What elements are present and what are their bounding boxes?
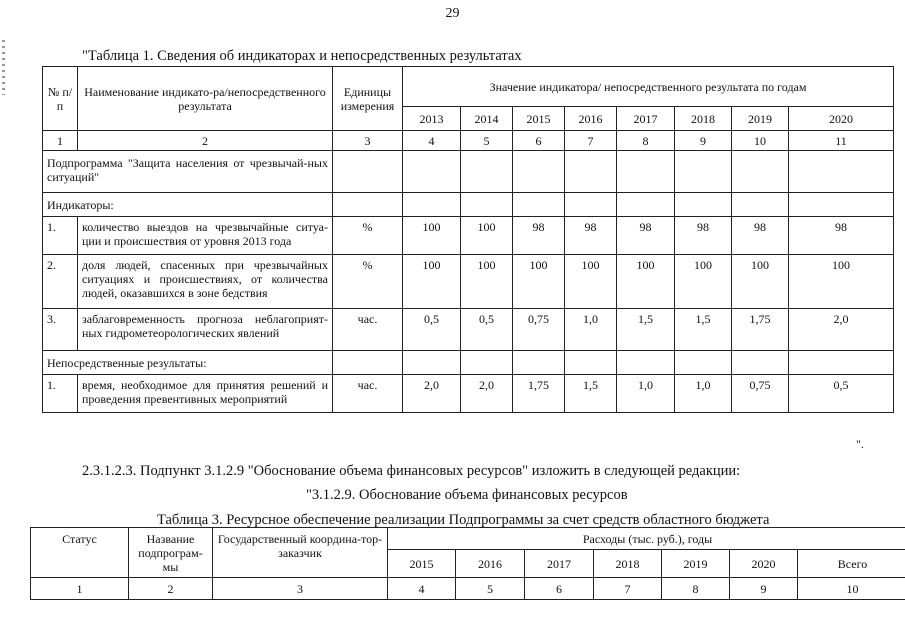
indicator-value: 98 (565, 217, 617, 255)
result-value: 1,0 (617, 375, 675, 413)
indicator-value: 1,5 (617, 309, 675, 351)
indicator-value: 1,5 (675, 309, 732, 351)
header-num: № п/п (43, 67, 78, 131)
indicator-value: 98 (617, 217, 675, 255)
col-number: 10 (732, 131, 789, 151)
header-subprogram-name: Название подпрограм-мы (129, 528, 213, 578)
row-num: 2. (43, 255, 78, 309)
indicator-value: 100 (732, 255, 789, 309)
indicator-value: 0,75 (513, 309, 565, 351)
indicator-value: 100 (403, 217, 461, 255)
col-number: 6 (525, 578, 594, 600)
col-number: 5 (461, 131, 513, 151)
col-number: 6 (513, 131, 565, 151)
indicator-name: количество выездов на чрезвычайные ситуа-ции и происшествия от уровня 2013 года (78, 217, 333, 255)
col-number: 10 (798, 578, 905, 600)
header-status: Статус (31, 528, 129, 578)
row-num: 1. (43, 375, 78, 413)
indicator-value: 100 (403, 255, 461, 309)
header-executor: Государственный координа-тор-заказчик (213, 528, 388, 578)
result-value: 0,75 (732, 375, 789, 413)
col-number: 8 (662, 578, 730, 600)
header-unit: Единицы измерения (333, 67, 403, 131)
indicator-value: 0,5 (403, 309, 461, 351)
col-number: 1 (43, 131, 78, 151)
row-num: 3. (43, 309, 78, 351)
header-year: 2018 (675, 107, 732, 131)
col-number: 5 (456, 578, 525, 600)
result-value: 2,0 (403, 375, 461, 413)
indicator-value: 100 (461, 217, 513, 255)
col-number: 4 (388, 578, 456, 600)
indicator-value: 1,0 (565, 309, 617, 351)
col-number: 8 (617, 131, 675, 151)
closing-quote: ". (856, 437, 864, 451)
indicator-unit: % (333, 255, 403, 309)
indicator-value: 0,5 (461, 309, 513, 351)
section-heading: "3.1.2.9. Обоснование объема финансовых ресурсов (306, 487, 628, 503)
header-year: 2016 (565, 107, 617, 131)
col-number: 9 (730, 578, 798, 600)
header-year: 2017 (525, 550, 594, 578)
amendment-paragraph: 2.3.1.2.3. Подпункт 3.1.2.9 "Обоснование объема финансовых ресурсов" изложить в следующей редакции: (82, 463, 741, 479)
col-number: 3 (213, 578, 388, 600)
indicator-value: 98 (732, 217, 789, 255)
indicator-value: 100 (565, 255, 617, 309)
header-year: 2013 (403, 107, 461, 131)
indicator-row (43, 309, 894, 351)
table3-caption: Таблица 3. Ресурсное обеспечение реализации Подпрограммы за счет средств областного бюджета (157, 512, 770, 528)
col-number: 7 (594, 578, 662, 600)
result-unit: час. (333, 375, 403, 413)
page-number: 29 (445, 6, 460, 21)
row-num: 1. (43, 217, 78, 255)
results-label: Непосредственные результаты: (43, 351, 333, 375)
result-row (43, 375, 894, 413)
header-year: 2019 (662, 550, 730, 578)
col-number: 2 (129, 578, 213, 600)
indicator-row (43, 217, 894, 255)
indicator-value: 98 (789, 217, 894, 255)
col-number: 9 (675, 131, 732, 151)
result-value: 1,5 (565, 375, 617, 413)
col-number: 4 (403, 131, 461, 151)
subprogram-title: Подпрограмма "Защита населения от чрезвычай-ных ситуаций" (43, 151, 333, 193)
indicator-row (43, 255, 894, 309)
header-year: 2016 (456, 550, 525, 578)
indicator-unit: час. (333, 309, 403, 351)
header-year: 2020 (789, 107, 894, 131)
header-year: 2014 (461, 107, 513, 131)
result-value: 2,0 (461, 375, 513, 413)
indicator-value: 98 (513, 217, 565, 255)
indicator-value: 100 (513, 255, 565, 309)
header-year: 2020 (730, 550, 798, 578)
indicator-value: 100 (789, 255, 894, 309)
col-number: 7 (565, 131, 617, 151)
col-number: 3 (333, 131, 403, 151)
indicators-table (42, 66, 894, 413)
indicator-value: 100 (461, 255, 513, 309)
table1-caption: "Таблица 1. Сведения об индикаторах и непосредственных результатах (82, 48, 522, 64)
indicator-unit: % (333, 217, 403, 255)
header-year: 2019 (732, 107, 789, 131)
indicator-value: 1,75 (732, 309, 789, 351)
result-value: 1,75 (513, 375, 565, 413)
indicator-value: 100 (617, 255, 675, 309)
indicator-name: доля людей, спасенных при чрезвычайных ситуациях и происшествиях, от количества людей, оказавшихся в зоне бедствия (78, 255, 333, 309)
header-year: 2015 (513, 107, 565, 131)
header-year: 2015 (388, 550, 456, 578)
col-number: 1 (31, 578, 129, 600)
margin-marks (2, 40, 5, 95)
header-name: Наименование индикато-ра/непосредственного результата (78, 67, 333, 131)
col-number: 2 (78, 131, 333, 151)
indicator-value: 98 (675, 217, 732, 255)
result-value: 0,5 (789, 375, 894, 413)
indicator-value: 100 (675, 255, 732, 309)
header-expenses: Расходы (тыс. руб.), годы (388, 528, 905, 550)
resources-table (30, 527, 905, 600)
indicator-name: заблаговременность прогноза неблагоприят-ных гидрометеорологических явлений (78, 309, 333, 351)
header-year: 2018 (594, 550, 662, 578)
indicators-label: Индикаторы: (43, 193, 333, 217)
header-year: 2017 (617, 107, 675, 131)
indicator-value: 2,0 (789, 309, 894, 351)
result-value: 1,0 (675, 375, 732, 413)
header-values: Значение индикатора/ непосредственного результата по годам (403, 67, 894, 107)
header-total: Всего (798, 550, 905, 578)
result-name: время, необходимое для принятия решений и проведения превентивных мероприятий (78, 375, 333, 413)
col-number: 11 (789, 131, 894, 151)
